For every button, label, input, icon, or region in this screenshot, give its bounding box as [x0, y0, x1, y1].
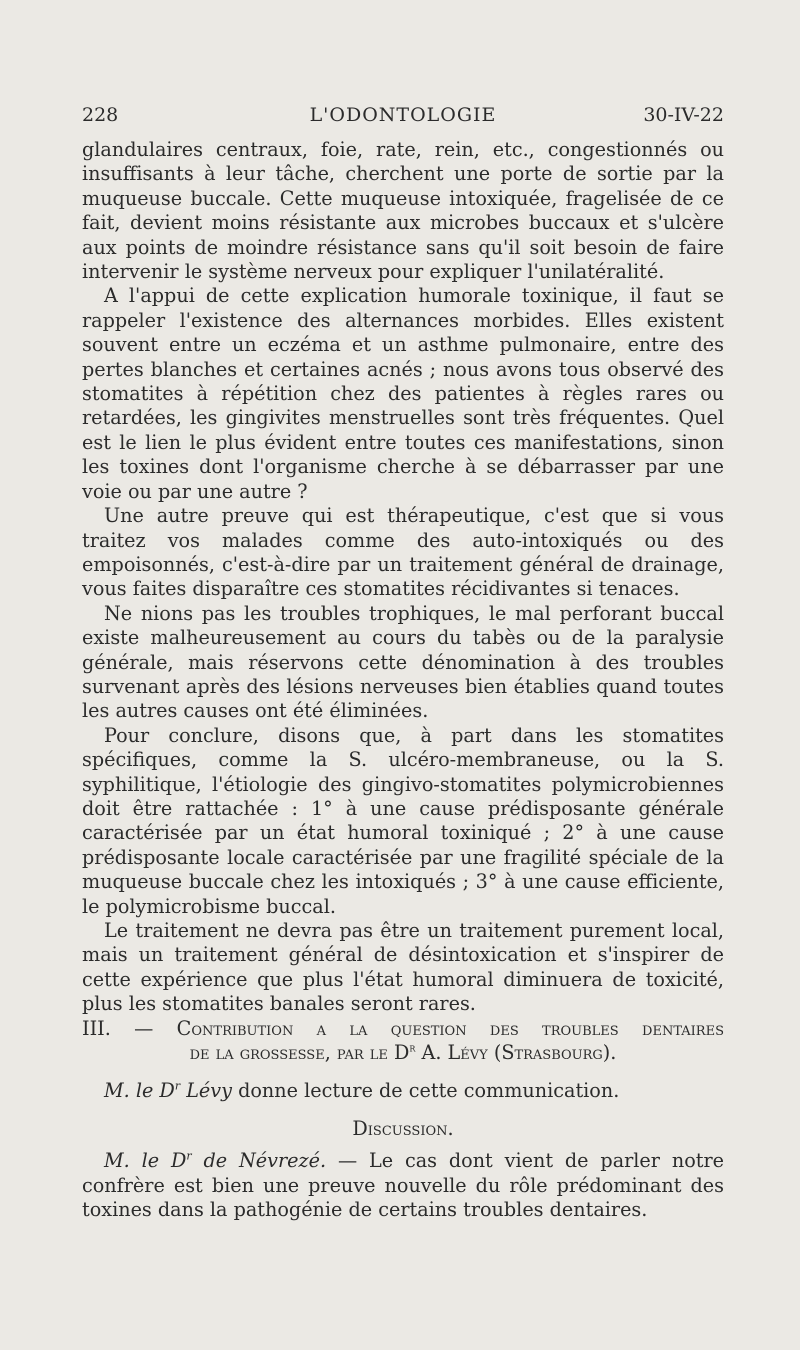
paragraph-1: glandulaires centraux, foie, rate, rein, etc., congestionnés ou insuffisants à leur tâche, cherchent une porte de sortie par la muqueuse buccale. Cette muqueuse intoxiquée, fragelisée de ce fait, devient moins résistante aux microbes buccaux et s'ulcère aux points de moindre résistance sans qu'il soit besoin de faire intervenir le système nerveux pour expliquer l'unilatéralité.	[82, 138, 724, 284]
paragraph-4: Ne nions pas les troubles trophiques, le mal perforant buccal existe malheureusement au cours du tabès ou de la paralysie générale, mais réservons cette dénomination à des troubles survenant après des lésions nerveuses bien établies quand toutes les autres causes ont été éliminées.	[82, 601, 724, 723]
issue-date: 30-IV-22	[643, 104, 724, 126]
section-title-suffix: A. Lévy (Strasbourg).	[415, 1041, 617, 1065]
paragraph-5: Pour conclure, disons que, à part dans les stomatites spécifiques, comme la S. ulcéro-membraneuse, ou la S. syphilitique, l'étiologie des gingivo-stomatites polymicrobiennes doit être rattachée : 1° à une cause prédisposante générale caractérisée par un état humoral toxiniqué ; 2° à une cause prédisposante locale caractérisée par une fragilité spéciale de la muqueuse buccale chez les intoxiqués ; 3° à une cause efficiente, le polymicrobisme buccal.	[82, 723, 724, 918]
discussion-speaker-prefix: M. le D	[104, 1149, 187, 1173]
page-number: 228	[82, 104, 119, 126]
section-title	[82, 1017, 724, 1066]
paragraph-3: Une autre preuve qui est thérapeutique, c'est que si vous traitez vos malades comme des auto-intoxiqués ou des empoisonnés, c'est-à-dire par un traitement général de drainage, vous faites disparaître ces stomatites récidivantes si tenaces.	[82, 504, 724, 601]
lecture-speaker-sup: r	[174, 1080, 181, 1094]
lecture-text: donne lecture de cette communication.	[231, 1079, 620, 1103]
section-title-line-2	[82, 1041, 724, 1065]
section-title-line-1: III. — Contribution a la question des troubles dentaires	[82, 1016, 724, 1040]
lecture-speaker-prefix: M. le D	[104, 1079, 175, 1103]
body-text	[82, 138, 724, 1222]
discussion-speaker-name: de Névrezé.	[191, 1149, 327, 1173]
paragraph-2: A l'appui de cette explication humorale toxinique, il faut se rappeler l'existence des alternances morbides. Elles existent souvent entre un eczéma et un asthme pulmonaire, entre des pertes blanches et certaines acnés ; nous avons tous observé des stomatites à répétition chez des patientes à règles rares ou retardées, les gingivites menstruelles sont très fréquentes. Quel est le lien le plus évident entre toutes ces manifestations, sinon les toxines dont l'organisme cherche à se débarrasser par une voie ou par une autre ?	[82, 284, 724, 503]
discussion-speaker-sup: r	[186, 1149, 192, 1163]
discussion-paragraph	[82, 1149, 724, 1222]
paragraph-6: Le traitement ne devra pas être un traitement purement local, mais un traitement général de désintoxication et s'inspirer de cette expérience que plus l'état humoral diminuera de toxicité, plus les stomatites banales seront rares.	[82, 919, 724, 1016]
discussion-heading: Discussion.	[352, 1116, 454, 1140]
lecture-speaker-name: Lévy	[180, 1079, 232, 1103]
discussion-text: — Le cas dont vient de parler notre confrère est bien une preuve nouvelle du rôle prédominant des toxines dans la pathogénie de certains troubles dentaires.	[82, 1149, 724, 1222]
discussion-speaker	[104, 1149, 326, 1172]
section-title-prefix: de la grossesse, par le D	[189, 1041, 410, 1065]
lecture-paragraph	[82, 1079, 724, 1103]
section-title-sup: r	[409, 1041, 416, 1055]
lecture-speaker	[104, 1079, 232, 1102]
journal-title: L'ODONTOLOGIE	[309, 104, 497, 126]
running-header	[82, 104, 724, 136]
